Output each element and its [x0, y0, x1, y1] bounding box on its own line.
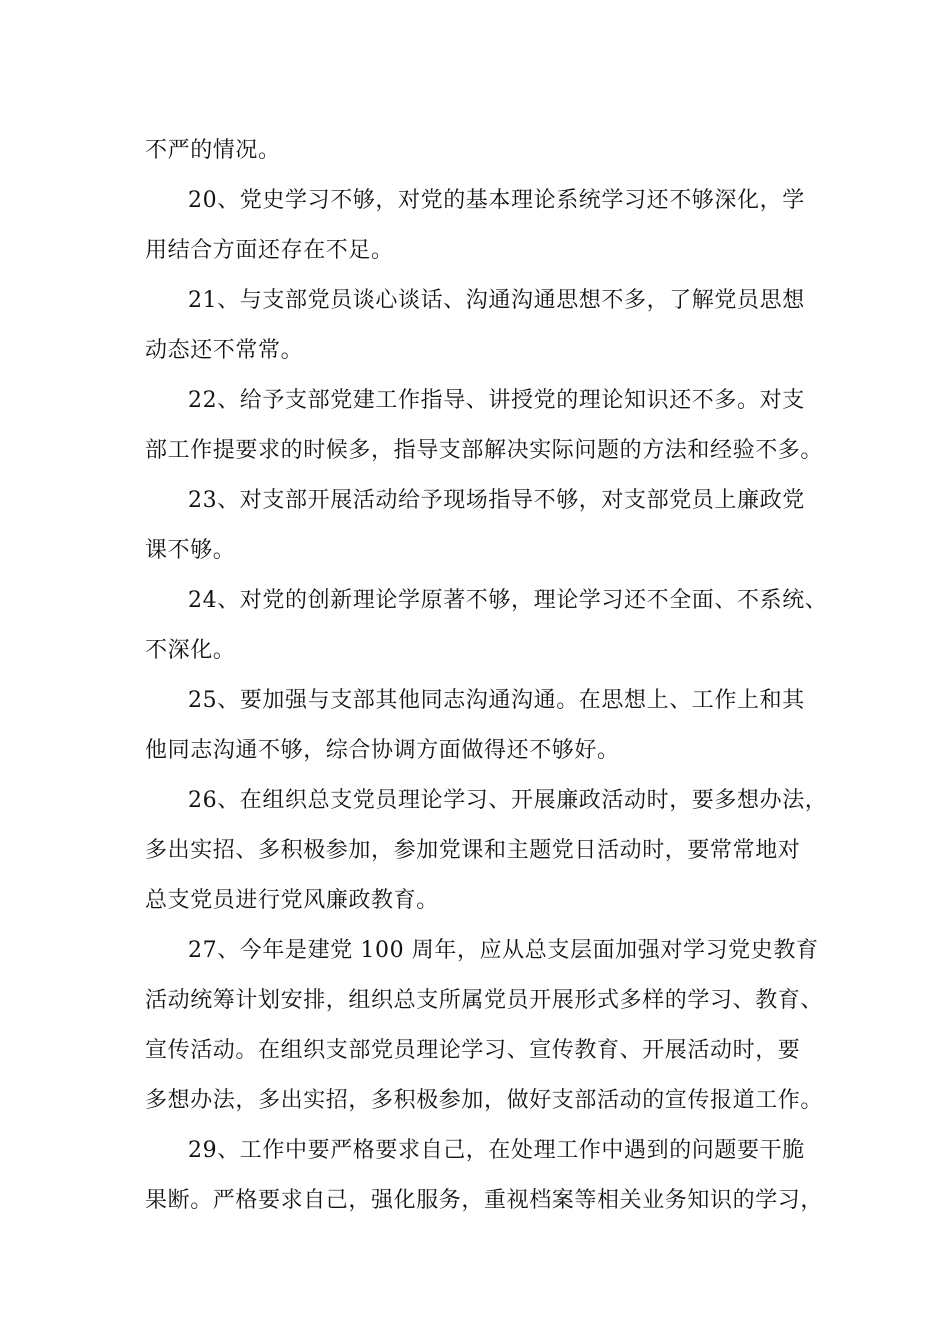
text-line: 宣传活动。在组织支部党员理论学习、宣传教育、开展活动时，要: [145, 1038, 801, 1063]
text-line: 课不够。: [145, 538, 236, 563]
text-line: 部工作提要求的时候多，指导支部解决实际问题的方法和经验不多。: [145, 438, 824, 463]
text-line: 不严的情况。: [145, 138, 281, 163]
text-line: 活动统筹计划安排，组织总支所属党员开展形式多样的学习、教育、: [145, 988, 824, 1013]
text-line: 26、在组织总支党员理论学习、开展廉政活动时，要多想办法，: [188, 788, 828, 813]
text-line: 29、工作中要严格要求自己，在处理工作中遇到的问题要干脆: [188, 1138, 805, 1163]
text-line: 用结合方面还存在不足。: [145, 238, 394, 263]
text-line: 24、对党的创新理论学原著不够，理论学习还不全面、不系统、: [188, 588, 828, 613]
text-line: 多想办法，多出实招，多积极参加，做好支部活动的宣传报道工作。: [145, 1088, 824, 1113]
text-line: 果断。严格要求自己，强化服务，重视档案等相关业务知识的学习，: [145, 1188, 824, 1213]
text-line: 22、给予支部党建工作指导、讲授党的理论知识还不多。对支: [188, 388, 805, 413]
text-line: 总支党员进行党风廉政教育。: [145, 888, 439, 913]
text-line: 25、要加强与支部其他同志沟通沟通。在思想上、工作上和其: [188, 688, 805, 713]
text-line: 21、与支部党员谈心谈话、沟通沟通思想不多，了解党员思想: [188, 288, 805, 313]
text-line: 27、今年是建党 100 周年，应从总支层面加强对学习党史教育: [188, 938, 819, 963]
text-line: 23、对支部开展活动给予现场指导不够，对支部党员上廉政党: [188, 488, 805, 513]
text-line: 多出实招、多积极参加，参加党课和主题党日活动时，要常常地对: [145, 838, 801, 863]
text-line: 20、党史学习不够，对党的基本理论系统学习还不够深化，学: [188, 188, 805, 213]
text-line: 动态还不常常。: [145, 338, 304, 363]
text-line: 他同志沟通不够，综合协调方面做得还不够好。: [145, 738, 620, 763]
text-line: 不深化。: [145, 638, 236, 663]
